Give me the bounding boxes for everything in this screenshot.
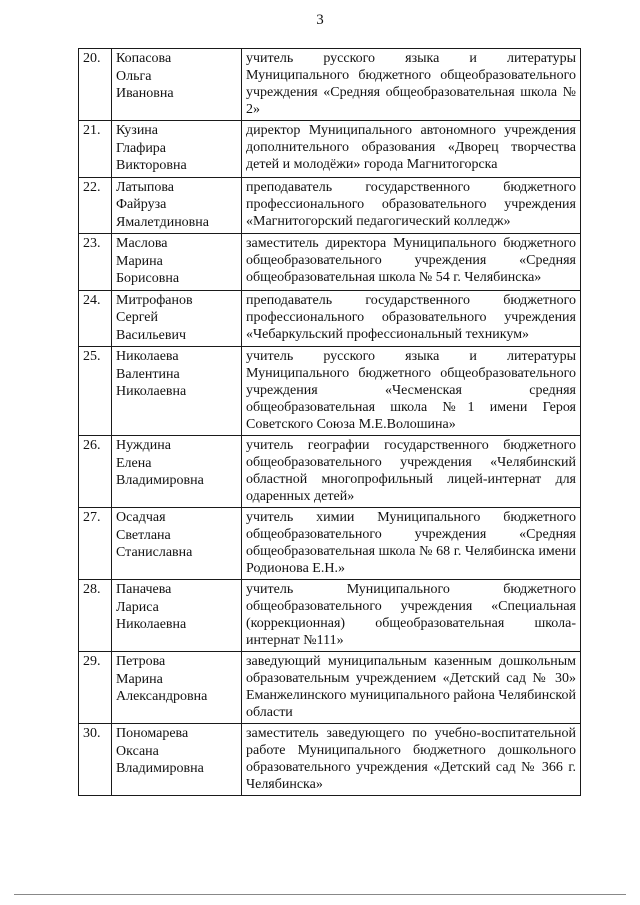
- person-name-part: Николаева: [116, 349, 179, 364]
- table-row: [79, 347, 581, 436]
- person-name-part: Светлана: [116, 527, 171, 543]
- row-number: 20.: [79, 49, 112, 121]
- row-number: 27.: [79, 508, 112, 580]
- position-description: преподаватель государственного бюджетного профессионального образовательного учреждения «Чебаркульский профессиональный техникум»: [242, 290, 581, 347]
- table-row: [79, 436, 581, 508]
- person-name-part: Петрова: [116, 654, 166, 669]
- table-row: [79, 652, 581, 724]
- person-name-part: Ольга: [116, 68, 152, 84]
- row-number: 24.: [79, 290, 112, 347]
- person-name-part: Николаевна: [116, 617, 187, 632]
- person-name-part: Станиславна: [116, 545, 193, 560]
- person-name: [112, 290, 242, 347]
- person-name: [112, 724, 242, 796]
- person-name-part: Марина: [116, 671, 163, 687]
- person-name-part: Паначева: [116, 582, 172, 597]
- person-name-part: Оксана: [116, 743, 159, 759]
- person-name: [112, 580, 242, 652]
- person-name-part: Викторовна: [116, 158, 187, 173]
- person-name-part: Ивановна: [116, 86, 174, 101]
- person-name-part: Латыпова: [116, 179, 175, 195]
- row-number: 29.: [79, 652, 112, 724]
- person-name: [112, 436, 242, 508]
- person-name: [112, 121, 242, 178]
- row-number: 25.: [79, 347, 112, 436]
- person-name-part: Лариса: [116, 599, 159, 615]
- table-row: [79, 508, 581, 580]
- position-description: заведующий муниципальным казенным дошкольным образовательным учреждением «Детский сад № 30» Еманжелинского муниципального района Челябинской области: [242, 652, 581, 724]
- person-name-part: Маслова: [116, 236, 168, 251]
- person-name-part: Кузина: [116, 123, 159, 138]
- position-description: учитель химии Муниципального бюджетного общеобразовательного учреждения «Средняя общеобразовательная школа № 68 г. Челябинска имени Родионова Е.Н.»: [242, 508, 581, 580]
- position-description: преподаватель государственного бюджетного профессионального образовательного учреждения «Магнитогорский педагогический колледж»: [242, 177, 581, 234]
- table-row: [79, 121, 581, 178]
- person-name: [112, 234, 242, 291]
- person-name-part: Марина: [116, 253, 163, 269]
- person-name: [112, 347, 242, 436]
- person-name: [112, 177, 242, 234]
- page-number: 3: [316, 12, 324, 28]
- person-name-part: Осадчая: [116, 510, 166, 525]
- position-description: учитель русского языка и литературы Муниципального бюджетного общеобразовательного учреждения «Чесменская средняя общеобразовательная школа №1 имени Героя Советского Союза М.Е.Волошина»: [242, 347, 581, 436]
- person-name-part: Александровна: [116, 689, 208, 704]
- person-name: [112, 49, 242, 121]
- person-name-part: Валентина: [116, 366, 180, 382]
- person-name: [112, 652, 242, 724]
- person-name-part: Митрофанов: [116, 292, 193, 308]
- row-number: 30.: [79, 724, 112, 796]
- position-description: заместитель заведующего по учебно-воспитательной работе Муниципального бюджетного дошкольного образовательного учреждения «Детский сад № 366 г. Челябинска»: [242, 724, 581, 796]
- position-description: учитель географии государственного бюджетного общеобразовательного учреждения «Челябинский областной многопрофильный лицей-интернат для одаренных детей»: [242, 436, 581, 508]
- row-number: 28.: [79, 580, 112, 652]
- table-row: [79, 290, 581, 347]
- row-number: 22.: [79, 177, 112, 234]
- person-name-part: Васильевич: [116, 327, 186, 343]
- person-name-part: Владимировна: [116, 473, 204, 488]
- person-name: [112, 508, 242, 580]
- person-name-part: Ямалетдиновна: [116, 214, 209, 230]
- row-number: 21.: [79, 121, 112, 178]
- table-row: [79, 724, 581, 796]
- person-name-part: Файруза: [116, 197, 167, 212]
- position-description: учитель Муниципального бюджетного общеобразовательного учреждения «Специальная (коррекционная) общеобразовательная школа-интернат №111»: [242, 580, 581, 652]
- person-name-part: Нуждина: [116, 438, 171, 453]
- table-row: [79, 580, 581, 652]
- person-name-part: Глафира: [116, 140, 167, 156]
- person-name-part: Пономарева: [116, 726, 189, 741]
- row-number: 26.: [79, 436, 112, 508]
- position-description: заместитель директора Муниципального бюджетного общеобразовательного учреждения «Средняя общеобразовательная школа № 54 г. Челябинска»: [242, 234, 581, 291]
- participants-table-body: [79, 49, 581, 796]
- person-name-part: Николаевна: [116, 384, 187, 399]
- person-name-part: Копасова: [116, 51, 172, 66]
- table-row: [79, 177, 581, 234]
- bottom-divider: [14, 894, 626, 895]
- person-name-part: Елена: [116, 455, 152, 471]
- position-description: директор Муниципального автономного учреждения дополнительного образования «Дворец творчества детей и молодёжи» города Магнитогорска: [242, 121, 581, 178]
- person-name-part: Борисовна: [116, 271, 180, 286]
- person-name-part: Владимировна: [116, 761, 204, 776]
- table-row: [79, 49, 581, 121]
- table-row: [79, 234, 581, 291]
- person-name-part: Сергей: [116, 310, 158, 325]
- position-description: учитель русского языка и литературы Муниципального бюджетного общеобразовательного учреждения «Средняя общеобразовательная школа № 2»: [242, 49, 581, 121]
- participants-table: [78, 48, 581, 796]
- row-number: 23.: [79, 234, 112, 291]
